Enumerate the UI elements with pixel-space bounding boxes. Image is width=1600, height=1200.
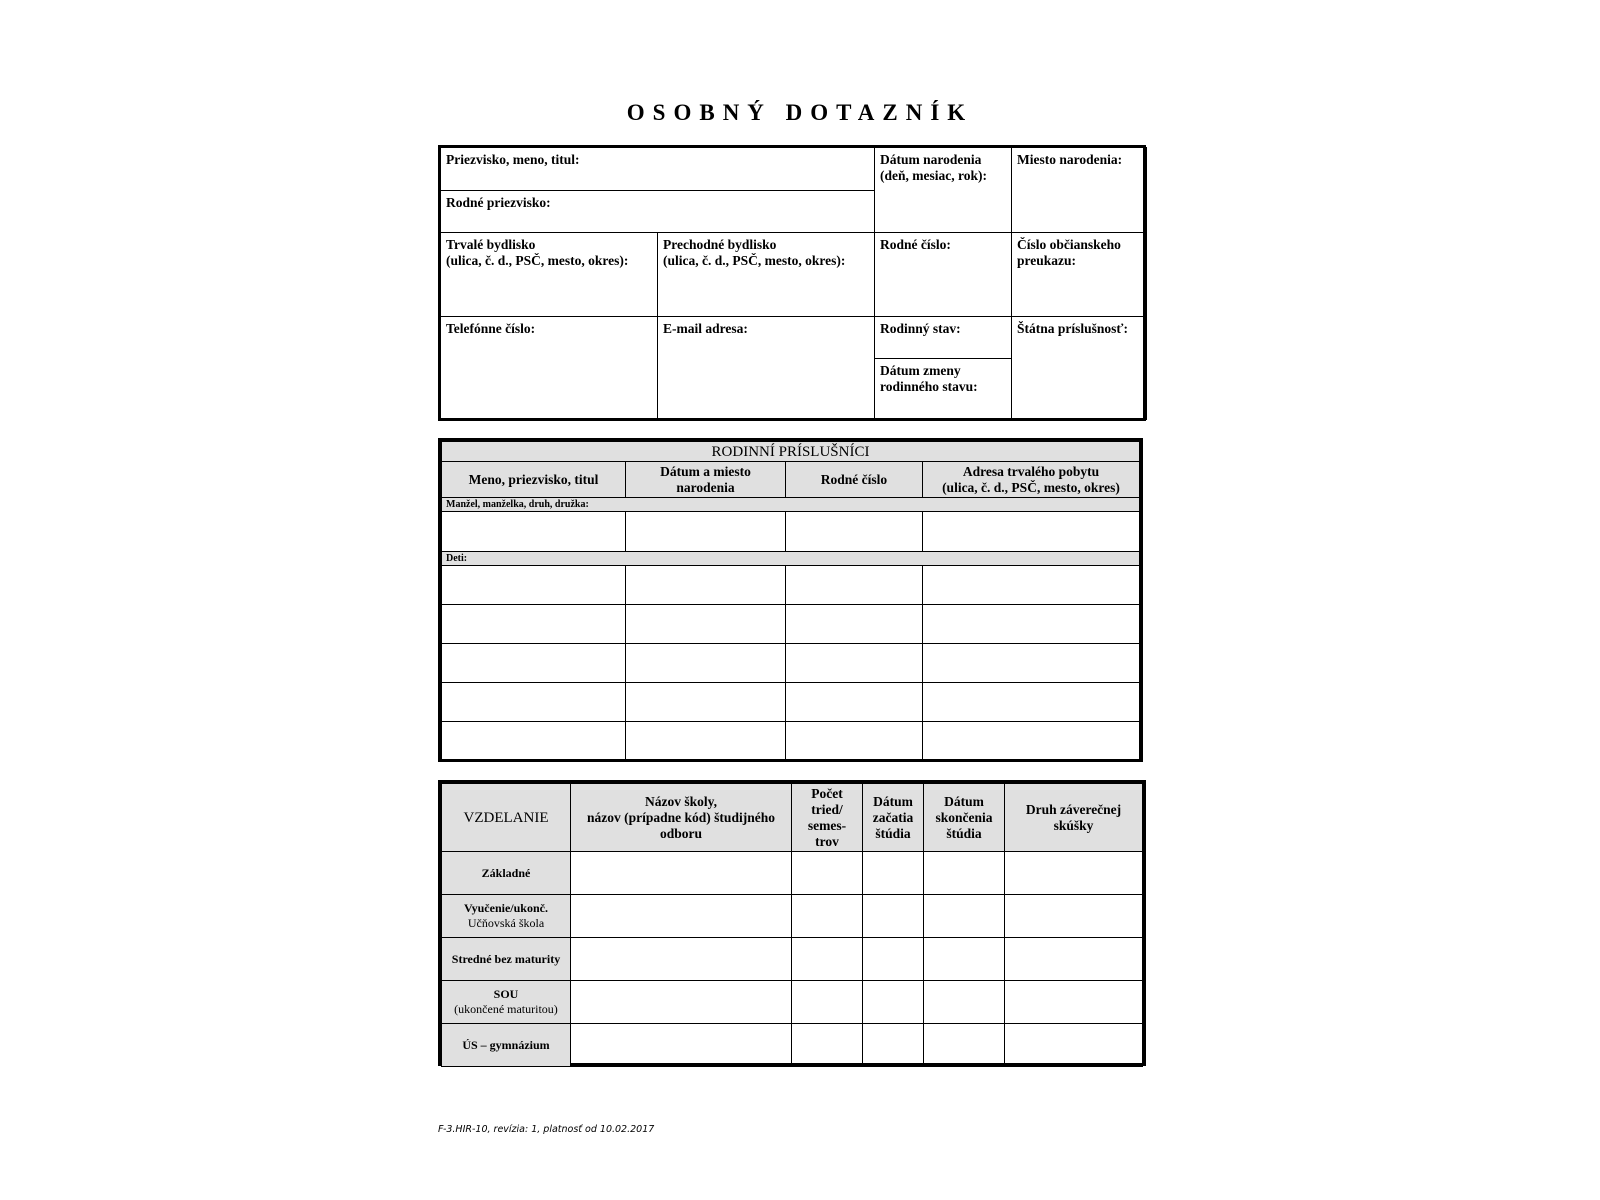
col-name-header: Meno, priezvisko, titul	[442, 462, 626, 498]
input-cell[interactable]	[442, 512, 626, 552]
input-cell[interactable]	[863, 981, 924, 1024]
table-row	[442, 852, 1143, 895]
input-cell[interactable]	[442, 605, 626, 644]
table-row	[442, 722, 1140, 760]
spouse-label: Manžel, manželka, druh, družka:	[442, 498, 1140, 512]
personal-info-section	[438, 145, 1146, 421]
table-row	[442, 683, 1140, 722]
table-row	[442, 566, 1140, 605]
input-cell[interactable]	[786, 722, 923, 760]
email-field[interactable]: E-mail adresa:	[657, 316, 875, 420]
input-cell[interactable]	[792, 981, 863, 1024]
input-cell[interactable]	[924, 938, 1005, 981]
input-cell[interactable]	[863, 895, 924, 938]
input-cell[interactable]	[786, 566, 923, 605]
row-label-us: ÚS – gymnázium	[442, 1024, 571, 1067]
input-cell[interactable]	[923, 722, 1140, 760]
education-table	[441, 783, 1143, 1067]
input-cell[interactable]	[863, 1024, 924, 1067]
input-cell[interactable]	[786, 512, 923, 552]
input-cell[interactable]	[571, 895, 792, 938]
birth-date-field[interactable]: Dátum narodenia (deň, mesiac, rok):	[874, 147, 1012, 233]
marital-status-field[interactable]: Rodinný stav:	[874, 316, 1012, 359]
document-title: OSOBNÝ DOTAZNÍK	[626, 100, 974, 125]
input-cell[interactable]	[923, 566, 1140, 605]
input-cell[interactable]	[923, 512, 1140, 552]
table-row	[442, 1024, 1143, 1067]
input-cell[interactable]	[924, 852, 1005, 895]
input-cell[interactable]	[442, 683, 626, 722]
table-row	[442, 512, 1140, 552]
input-cell[interactable]	[571, 981, 792, 1024]
input-cell[interactable]	[626, 683, 786, 722]
input-cell[interactable]	[786, 644, 923, 683]
input-cell[interactable]	[792, 938, 863, 981]
input-cell[interactable]	[571, 852, 792, 895]
birth-number-field[interactable]: Rodné číslo:	[874, 232, 1012, 317]
input-cell[interactable]	[1005, 938, 1143, 981]
input-cell[interactable]	[626, 566, 786, 605]
row-label-sou: SOU (ukončené maturitou)	[442, 981, 571, 1024]
input-cell[interactable]	[786, 683, 923, 722]
birth-surname-field[interactable]: Rodné priezvisko:	[440, 190, 875, 233]
input-cell[interactable]	[792, 852, 863, 895]
col-exam-header: Druh záverečnej skúšky	[1005, 784, 1143, 852]
input-cell[interactable]	[923, 605, 1140, 644]
input-cell[interactable]	[626, 644, 786, 683]
input-cell[interactable]	[923, 644, 1140, 683]
input-cell[interactable]	[626, 722, 786, 760]
marital-change-date-field[interactable]: Dátum zmeny rodinného stavu:	[874, 358, 1012, 420]
temporary-address-field[interactable]: Prechodné bydlisko (ulica, č. d., PSČ, mesto, okres):	[657, 232, 875, 317]
input-cell[interactable]	[924, 1024, 1005, 1067]
input-cell[interactable]	[786, 605, 923, 644]
col-address-header: Adresa trvalého pobytu (ulica, č. d., PSČ, mesto, okres)	[923, 462, 1140, 498]
col-count-header: Počet tried/ semes- trov	[792, 784, 863, 852]
phone-field[interactable]: Telefónne číslo:	[440, 316, 658, 420]
birth-place-field[interactable]: Miesto narodenia:	[1011, 147, 1147, 233]
family-heading: RODINNÍ PRÍSLUŠNÍCI	[442, 442, 1140, 462]
input-cell[interactable]	[626, 512, 786, 552]
surname-name-title-field[interactable]: Priezvisko, meno, titul:	[440, 147, 875, 191]
table-row	[442, 938, 1143, 981]
input-cell[interactable]	[863, 852, 924, 895]
id-card-field[interactable]: Číslo občianskeho preukazu:	[1011, 232, 1147, 317]
permanent-address-field[interactable]: Trvalé bydlisko (ulica, č. d., PSČ, mesto, okres):	[440, 232, 658, 317]
family-members-table	[441, 441, 1140, 760]
row-label-secondary: Stredné bez maturity	[442, 938, 571, 981]
row-label-basic: Základné	[442, 852, 571, 895]
input-cell[interactable]	[863, 938, 924, 981]
input-cell[interactable]	[792, 1024, 863, 1067]
col-start-header: Dátum začatia štúdia	[863, 784, 924, 852]
input-cell[interactable]	[626, 605, 786, 644]
input-cell[interactable]	[1005, 895, 1143, 938]
col-school-header: Názov školy, názov (prípadne kód) študijného odboru	[571, 784, 792, 852]
form-footer-revision: F-3.HIR-10, revízia: 1, platnosť od 10.02.2017	[438, 1124, 655, 1135]
input-cell[interactable]	[571, 1024, 792, 1067]
table-row	[442, 981, 1143, 1024]
input-cell[interactable]	[1005, 981, 1143, 1024]
input-cell[interactable]	[1005, 1024, 1143, 1067]
input-cell[interactable]	[924, 895, 1005, 938]
input-cell[interactable]	[923, 683, 1140, 722]
input-cell[interactable]	[1005, 852, 1143, 895]
family-members-section	[438, 438, 1143, 762]
input-cell[interactable]	[571, 938, 792, 981]
table-row	[442, 605, 1140, 644]
children-label: Deti:	[442, 552, 1140, 566]
input-cell[interactable]	[442, 644, 626, 683]
table-row	[442, 644, 1140, 683]
table-row	[442, 895, 1143, 938]
education-heading: VZDELANIE	[442, 784, 571, 852]
col-birth-header: Dátum a miesto narodenia	[626, 462, 786, 498]
nationality-field[interactable]: Štátna príslušnosť:	[1011, 316, 1147, 420]
education-section	[438, 780, 1146, 1066]
col-end-header: Dátum skončenia štúdia	[924, 784, 1005, 852]
col-birth-number-header: Rodné číslo	[786, 462, 923, 498]
row-label-apprentice: Vyučenie/ukonč. Učňovská škola	[442, 895, 571, 938]
input-cell[interactable]	[442, 566, 626, 605]
input-cell[interactable]	[792, 895, 863, 938]
input-cell[interactable]	[924, 981, 1005, 1024]
input-cell[interactable]	[442, 722, 626, 760]
